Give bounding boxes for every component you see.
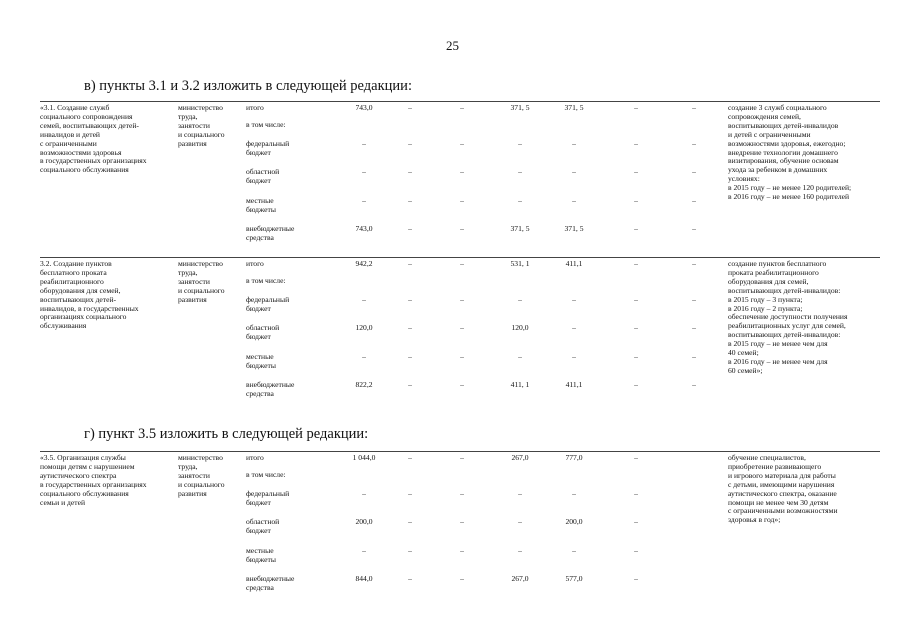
section-heading-g: г) пункт 3.5 изложить в следующей редакции: [84,426,369,442]
value-cell: – [518,295,522,304]
value-cell: 411, 1 [510,380,530,389]
funding-source: областной бюджет [246,167,280,185]
value-cell: – [362,352,366,361]
value-cell: 120,0 [511,323,529,332]
value-cell: – [408,167,412,176]
value-cell: 267,0 [511,453,529,462]
value-cell: – [692,103,696,112]
value-cell: – [518,167,522,176]
value-cell: – [408,489,412,498]
value-cell: – [572,139,576,148]
value-cell: 942,2 [355,259,373,268]
value-cell: – [572,546,576,555]
value-cell: – [408,517,412,526]
value-cell: – [692,352,696,361]
value-cell: – [362,196,366,205]
value-cell: 411,1 [565,380,583,389]
value-cell: 577,0 [565,574,583,583]
value-cell: 822,2 [355,380,373,389]
value-cell: – [408,380,412,389]
value-cell: 371, 5 [564,224,584,233]
funding-source: федеральный бюджет [246,489,290,507]
value-cell: – [518,196,522,205]
value-cell: – [408,574,412,583]
funding-source: в том числе: [246,120,286,129]
value-cell: – [692,224,696,233]
value-cell: 743,0 [355,103,373,112]
funding-source: итого [246,103,264,112]
item-block-3-2 [40,257,880,408]
value-cell: – [634,380,638,389]
value-cell: – [634,167,638,176]
value-cell: 371, 5 [564,103,584,112]
value-cell: – [634,196,638,205]
value-cell: – [692,380,696,389]
page-number: 25 [446,38,459,53]
value-cell: – [518,546,522,555]
value-cell: – [572,295,576,304]
value-cell: – [408,103,412,112]
value-cell: 844,0 [355,574,373,583]
value-cell: – [460,295,464,304]
item-block-3-5 [40,451,880,602]
value-cell: – [572,323,576,332]
value-cell: – [460,167,464,176]
value-cell: – [362,139,366,148]
item-note: создание 3 служб социального сопровождения семей, воспитывающих детей-инвалидов и детей с ограниченными возможностями здоровья, ежегодно; внедрение технологии домашнего визитирования, обучение основам ухода за ребенком в домашних условиях: в 2015 году – не менее 120 родителей; в 2016 году – не менее 160 родителей [728,103,852,202]
value-cell: – [634,517,638,526]
section-heading-v: в) пункты 3.1 и 3.2 изложить в следующей редакции: [84,78,412,94]
funding-source: внебюджетные средства [246,574,295,592]
funding-source: местные бюджеты [246,546,276,564]
value-cell: – [362,546,366,555]
value-cell: – [460,196,464,205]
value-cell: – [634,259,638,268]
value-cell: – [634,295,638,304]
value-cell: – [692,259,696,268]
value-cell: – [634,103,638,112]
value-cell: – [692,323,696,332]
value-cell: – [408,323,412,332]
value-cell: – [572,196,576,205]
value-cell: – [692,167,696,176]
value-cell: – [634,546,638,555]
value-cell: – [634,139,638,148]
funding-source: внебюджетные средства [246,224,295,242]
value-cell: – [692,196,696,205]
value-cell: 371, 5 [510,224,530,233]
value-cell: – [518,352,522,361]
value-cell: – [634,453,638,462]
funding-source: областной бюджет [246,323,280,341]
item-description: «3.1. Создание служб социального сопровождения семей, воспитывающих детей- инвалидов и детей с ограниченными возможностями здоровья в государственных организациях социального обслуживания [40,103,147,175]
value-cell: 200,0 [355,517,373,526]
value-cell: 120,0 [355,323,373,332]
item-note: создание пунктов бесплатного проката реабилитационного оборудования для семей, воспитывающих детей-инвалидов: в 2015 году – 3 пункта; в 2016 году – 2 пункта; обеспечение доступности получения реабилитационных услуг для семей, воспитывающих детей-инвалидов: в 2015 году – не менее чем для 40 семей; в 2016 году – не менее чем для 60 семей»; [728,259,848,375]
value-cell: – [460,352,464,361]
value-cell: 1 044,0 [352,453,376,462]
value-cell: – [460,453,464,462]
value-cell: – [634,352,638,361]
value-cell: – [634,224,638,233]
item-note: обучение специалистов, приобретение развивающего и игрового материала для работы с детьми, имеющими нарушения аутистического спектра, оказание помощи не менее чем 30 детям с ограниченными возможностями здоровья в год»; [728,453,838,525]
value-cell: – [518,517,522,526]
value-cell: – [692,295,696,304]
value-cell: 531, 1 [510,259,530,268]
value-cell: – [408,259,412,268]
value-cell: – [408,453,412,462]
item-ministry: министерство труда, занятости и социального развития [178,453,225,498]
value-cell: – [460,517,464,526]
value-cell: 411,1 [565,259,583,268]
value-cell: – [572,352,576,361]
value-cell: – [460,323,464,332]
value-cell: – [518,489,522,498]
value-cell: – [408,546,412,555]
funding-source: федеральный бюджет [246,295,290,313]
value-cell: – [460,546,464,555]
value-cell: – [460,380,464,389]
value-cell: – [362,489,366,498]
funding-source: итого [246,453,264,462]
funding-source: в том числе: [246,276,286,285]
item-ministry: министерство труда, занятости и социального развития [178,259,225,304]
value-cell: 267,0 [511,574,529,583]
value-cell: – [460,489,464,498]
value-cell: – [692,139,696,148]
item-description: 3.2. Создание пунктов бесплатного проката реабилитационного оборудования для семей, воспитывающих детей- инвалидов, в государственных организациях социального обслуживания [40,259,139,331]
value-cell: 371, 5 [510,103,530,112]
value-cell: – [572,489,576,498]
value-cell: – [460,103,464,112]
value-cell: – [518,139,522,148]
value-cell: 777,0 [565,453,583,462]
value-cell: – [572,167,576,176]
funding-source: местные бюджеты [246,196,276,214]
value-cell: – [634,323,638,332]
value-cell: – [460,574,464,583]
value-cell: – [408,352,412,361]
value-cell: – [634,574,638,583]
value-cell: – [408,139,412,148]
value-cell: – [362,295,366,304]
value-cell: 200,0 [565,517,583,526]
value-cell: – [460,139,464,148]
funding-source: внебюджетные средства [246,380,295,398]
value-cell: 743,0 [355,224,373,233]
value-cell: – [408,295,412,304]
funding-source: местные бюджеты [246,352,276,370]
value-cell: – [408,224,412,233]
item-description: «3.5. Организация службы помощи детям с нарушением аутистического спектра в государственных организациях социального обслуживания семьи и детей [40,453,147,507]
value-cell: – [362,167,366,176]
funding-source: федеральный бюджет [246,139,290,157]
funding-source: в том числе: [246,470,286,479]
value-cell: – [408,196,412,205]
value-cell: – [460,224,464,233]
value-cell: – [634,489,638,498]
item-block-3-1 [40,101,880,252]
funding-source: итого [246,259,264,268]
value-cell: – [460,259,464,268]
funding-source: областной бюджет [246,517,280,535]
item-ministry: министерство труда, занятости и социального развития [178,103,225,148]
